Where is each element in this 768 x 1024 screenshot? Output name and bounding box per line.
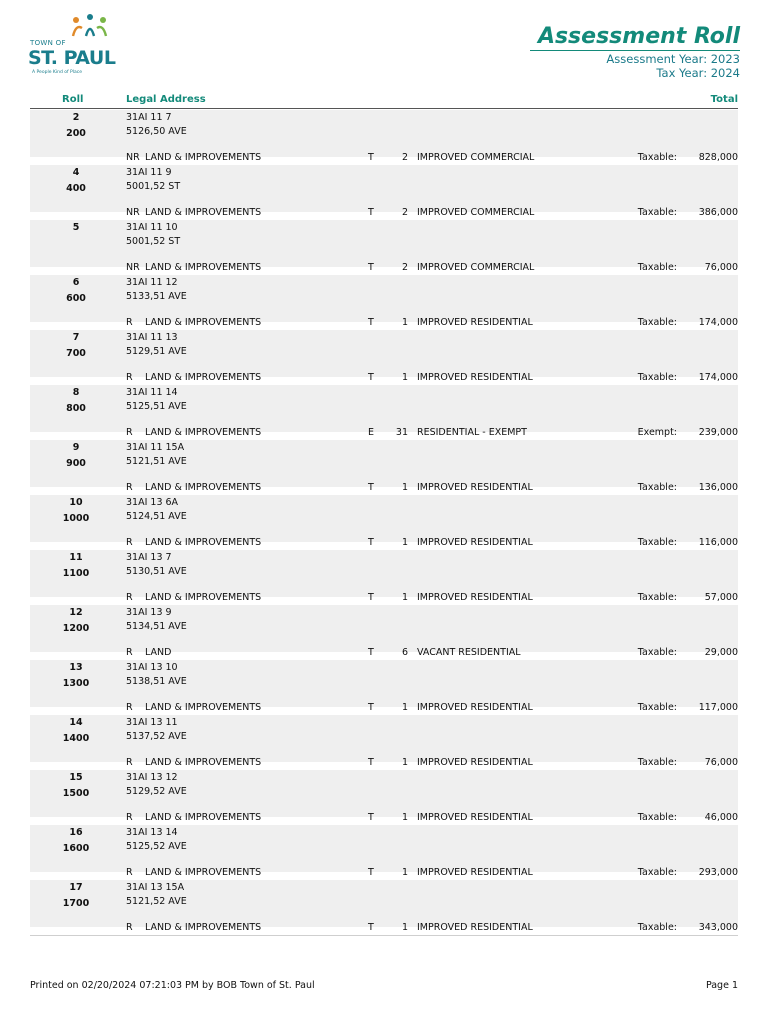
- roll-sub-number: 1100: [62, 568, 90, 579]
- roll-sub-number: 1000: [62, 513, 90, 524]
- legal-description: 31AI 11 7: [126, 112, 172, 123]
- people-icon: [70, 14, 110, 40]
- col-legal-address: Legal Address: [126, 94, 206, 105]
- roll-sub-number: 200: [66, 128, 86, 139]
- roll-sub-number: 400: [66, 183, 86, 194]
- record-row: [30, 550, 738, 605]
- assessment-description: LAND & IMPROVEMENTS: [145, 757, 262, 768]
- record-row: [30, 330, 738, 385]
- assessed-total: 116,000: [698, 537, 738, 548]
- property-type: IMPROVED RESIDENTIAL: [417, 922, 533, 933]
- page-number: Page 1: [705, 980, 738, 991]
- assessed-total: 76,000: [704, 757, 738, 768]
- roll-sub-number: 1200: [62, 623, 90, 634]
- civic-address: 5133,51 AVE: [126, 291, 187, 302]
- civic-address: 5124,51 AVE: [126, 511, 187, 522]
- civic-address: 5129,52 AVE: [126, 786, 187, 797]
- roll-sub-number: 1700: [62, 898, 90, 909]
- type-code: 1: [401, 812, 408, 823]
- tax-status: Taxable:: [637, 537, 677, 548]
- civic-address: 5001,52 ST: [126, 236, 181, 247]
- legal-description: 31AI 13 14: [126, 827, 178, 838]
- assessment-description: LAND: [145, 647, 172, 658]
- logo-town-of: TOWN OF: [30, 39, 66, 47]
- roll-sub-number: 1400: [62, 733, 90, 744]
- assessment-description: LAND & IMPROVEMENTS: [145, 152, 262, 163]
- assessment-class: R: [126, 537, 133, 548]
- logo-tagline: A People Kind of Place: [32, 70, 82, 75]
- tax-code: T: [368, 702, 374, 713]
- tax-status: Taxable:: [637, 812, 677, 823]
- assessed-total: 386,000: [698, 207, 738, 218]
- record-row: [30, 220, 738, 275]
- tax-status: Taxable:: [637, 647, 677, 658]
- tax-code: T: [368, 317, 374, 328]
- property-type: IMPROVED COMMERCIAL: [417, 262, 535, 273]
- assessment-class: R: [126, 812, 133, 823]
- record-row: [30, 770, 738, 825]
- header-rule: [30, 108, 738, 109]
- legal-description: 31AI 13 7: [126, 552, 172, 563]
- assessment-class: R: [126, 592, 133, 603]
- record-row: [30, 385, 738, 440]
- tax-year: Tax Year: 2024: [656, 66, 740, 80]
- roll-number: 13: [69, 662, 83, 673]
- type-code: 2: [401, 262, 408, 273]
- assessment-class: NR: [126, 207, 140, 218]
- legal-description: 31AI 13 9: [126, 607, 172, 618]
- type-code: 1: [401, 317, 408, 328]
- logo-name: ST. PAUL: [28, 47, 116, 69]
- col-roll: Roll: [62, 94, 84, 105]
- legal-description: 31AI 11 10: [126, 222, 178, 233]
- legal-description: 31AI 11 13: [126, 332, 178, 343]
- roll-number: 6: [72, 277, 80, 288]
- roll-sub-number: 1300: [62, 678, 90, 689]
- civic-address: 5125,52 AVE: [126, 841, 187, 852]
- roll-number: 9: [72, 442, 80, 453]
- assessment-class: R: [126, 867, 133, 878]
- assessment-class: R: [126, 647, 133, 658]
- tax-code: T: [368, 592, 374, 603]
- tax-status: Taxable:: [637, 702, 677, 713]
- roll-number: 11: [69, 552, 83, 563]
- roll-number: 4: [72, 167, 80, 178]
- assessed-total: 174,000: [698, 372, 738, 383]
- legal-description: 31AI 11 14: [126, 387, 178, 398]
- legal-description: 31AI 13 11: [126, 717, 178, 728]
- property-type: IMPROVED COMMERCIAL: [417, 207, 535, 218]
- tax-status: Taxable:: [637, 867, 677, 878]
- assessment-class: R: [126, 702, 133, 713]
- property-type: IMPROVED RESIDENTIAL: [417, 867, 533, 878]
- type-code: 2: [401, 207, 408, 218]
- assessment-description: LAND & IMPROVEMENTS: [145, 702, 262, 713]
- property-type: IMPROVED COMMERCIAL: [417, 152, 535, 163]
- type-code: 1: [401, 372, 408, 383]
- tax-code: T: [368, 647, 374, 658]
- roll-sub-number: 900: [66, 458, 86, 469]
- tax-code: T: [368, 482, 374, 493]
- legal-description: 31AI 13 15A: [126, 882, 185, 893]
- property-type: IMPROVED RESIDENTIAL: [417, 372, 533, 383]
- legal-description: 31AI 11 12: [126, 277, 178, 288]
- roll-number: 15: [69, 772, 83, 783]
- assessment-class: R: [126, 757, 133, 768]
- tax-status: Taxable:: [637, 592, 677, 603]
- assessed-total: 76,000: [704, 262, 738, 273]
- type-code: 1: [401, 537, 408, 548]
- roll-sub-number: 1500: [62, 788, 90, 799]
- record-row: [30, 275, 738, 330]
- roll-number: 2: [72, 112, 80, 123]
- assessed-total: 57,000: [704, 592, 738, 603]
- property-type: RESIDENTIAL - EXEMPT: [417, 427, 527, 438]
- civic-address: 5129,51 AVE: [126, 346, 187, 357]
- civic-address: 5138,51 AVE: [126, 676, 187, 687]
- tax-code: T: [368, 757, 374, 768]
- tax-status: Taxable:: [637, 372, 677, 383]
- tax-code: T: [368, 867, 374, 878]
- tax-status: Taxable:: [637, 262, 677, 273]
- property-type: IMPROVED RESIDENTIAL: [417, 592, 533, 603]
- record-row: [30, 825, 738, 880]
- assessed-total: 117,000: [698, 702, 738, 713]
- roll-number: 7: [72, 332, 80, 343]
- printed-info: Printed on 02/20/2024 07:21:03 PM by BOB Town of St. Paul: [30, 980, 315, 991]
- tax-status: Taxable:: [637, 152, 677, 163]
- civic-address: 5126,50 AVE: [126, 126, 187, 137]
- civic-address: 5134,51 AVE: [126, 621, 187, 632]
- legal-description: 31AI 13 12: [126, 772, 178, 783]
- tax-status: Taxable:: [637, 207, 677, 218]
- assessed-total: 46,000: [704, 812, 738, 823]
- tax-status: Taxable:: [637, 757, 677, 768]
- tax-code: T: [368, 922, 374, 933]
- type-code: 1: [401, 922, 408, 933]
- legal-description: 31AI 13 6A: [126, 497, 179, 508]
- assessed-total: 174,000: [698, 317, 738, 328]
- assessed-total: 29,000: [704, 647, 738, 658]
- tax-status: Exempt:: [637, 427, 677, 438]
- assessment-description: LAND & IMPROVEMENTS: [145, 537, 262, 548]
- roll-sub-number: 1600: [62, 843, 90, 854]
- report-title: Assessment Roll: [537, 24, 740, 49]
- assessed-total: 828,000: [698, 152, 738, 163]
- tax-status: Taxable:: [637, 482, 677, 493]
- record-row: [30, 605, 738, 660]
- tax-status: Taxable:: [637, 317, 677, 328]
- tax-code: T: [368, 262, 374, 273]
- legal-description: 31AI 11 15A: [126, 442, 185, 453]
- roll-number: 14: [69, 717, 83, 728]
- roll-sub-number: 600: [66, 293, 86, 304]
- title-block: [530, 24, 740, 80]
- property-type: IMPROVED RESIDENTIAL: [417, 702, 533, 713]
- assessment-description: LAND & IMPROVEMENTS: [145, 482, 262, 493]
- assessment-class: R: [126, 372, 133, 383]
- legal-description: 31AI 13 10: [126, 662, 178, 673]
- roll-number: 10: [69, 497, 83, 508]
- type-code: 6: [401, 647, 408, 658]
- civic-address: 5001,52 ST: [126, 181, 181, 192]
- assessed-total: 293,000: [698, 867, 738, 878]
- assessed-total: 343,000: [698, 922, 738, 933]
- tax-code: T: [368, 152, 374, 163]
- record-row: [30, 165, 738, 220]
- assessment-class: NR: [126, 262, 140, 273]
- record-row: [30, 715, 738, 770]
- assessment-description: LAND & IMPROVEMENTS: [145, 317, 262, 328]
- civic-address: 5130,51 AVE: [126, 566, 187, 577]
- tax-code: T: [368, 537, 374, 548]
- assessment-description: LAND & IMPROVEMENTS: [145, 922, 262, 933]
- type-code: 1: [401, 867, 408, 878]
- tax-code: T: [368, 812, 374, 823]
- assessment-year: Assessment Year: 2023: [606, 52, 740, 66]
- type-code: 31: [395, 427, 408, 438]
- roll-number: 8: [72, 387, 80, 398]
- assessment-class: NR: [126, 152, 140, 163]
- civic-address: 5125,51 AVE: [126, 401, 187, 412]
- assessment-description: LAND & IMPROVEMENTS: [145, 372, 262, 383]
- civic-address: 5121,52 AVE: [126, 896, 187, 907]
- record-divider: [30, 935, 738, 936]
- roll-records: [30, 110, 738, 935]
- assessment-description: LAND & IMPROVEMENTS: [145, 867, 262, 878]
- legal-description: 31AI 11 9: [126, 167, 172, 178]
- type-code: 1: [401, 757, 408, 768]
- type-code: 1: [401, 482, 408, 493]
- assessment-description: LAND & IMPROVEMENTS: [145, 812, 262, 823]
- roll-sub-number: 800: [66, 403, 86, 414]
- type-code: 2: [401, 152, 408, 163]
- civic-address: 5121,51 AVE: [126, 456, 187, 467]
- property-type: IMPROVED RESIDENTIAL: [417, 537, 533, 548]
- assessment-class: R: [126, 922, 133, 933]
- tax-code: T: [368, 207, 374, 218]
- tax-code: T: [368, 372, 374, 383]
- assessment-description: LAND & IMPROVEMENTS: [145, 427, 262, 438]
- property-type: IMPROVED RESIDENTIAL: [417, 482, 533, 493]
- civic-address: 5137,52 AVE: [126, 731, 187, 742]
- roll-sub-number: 700: [66, 348, 86, 359]
- col-total: Total: [710, 94, 738, 105]
- roll-number: 16: [69, 827, 83, 838]
- tax-status: Taxable:: [637, 922, 677, 933]
- town-logo: [26, 14, 116, 76]
- assessed-total: 136,000: [698, 482, 738, 493]
- assessment-description: LAND & IMPROVEMENTS: [145, 592, 262, 603]
- roll-number: 17: [69, 882, 83, 893]
- record-row: [30, 110, 738, 165]
- type-code: 1: [401, 592, 408, 603]
- record-row: [30, 495, 738, 550]
- roll-number: 12: [69, 607, 83, 618]
- property-type: IMPROVED RESIDENTIAL: [417, 757, 533, 768]
- tax-code: E: [368, 427, 375, 438]
- assessment-description: LAND & IMPROVEMENTS: [145, 207, 262, 218]
- property-type: IMPROVED RESIDENTIAL: [417, 812, 533, 823]
- assessed-total: 239,000: [698, 427, 738, 438]
- record-row: [30, 660, 738, 715]
- record-row: [30, 440, 738, 495]
- type-code: 1: [401, 702, 408, 713]
- property-type: VACANT RESIDENTIAL: [417, 647, 521, 658]
- assessment-class: R: [126, 427, 133, 438]
- roll-number: 5: [72, 222, 80, 233]
- record-row: [30, 880, 738, 935]
- assessment-class: R: [126, 482, 133, 493]
- property-type: IMPROVED RESIDENTIAL: [417, 317, 533, 328]
- assessment-class: R: [126, 317, 133, 328]
- title-rule: [530, 50, 740, 51]
- assessment-description: LAND & IMPROVEMENTS: [145, 262, 262, 273]
